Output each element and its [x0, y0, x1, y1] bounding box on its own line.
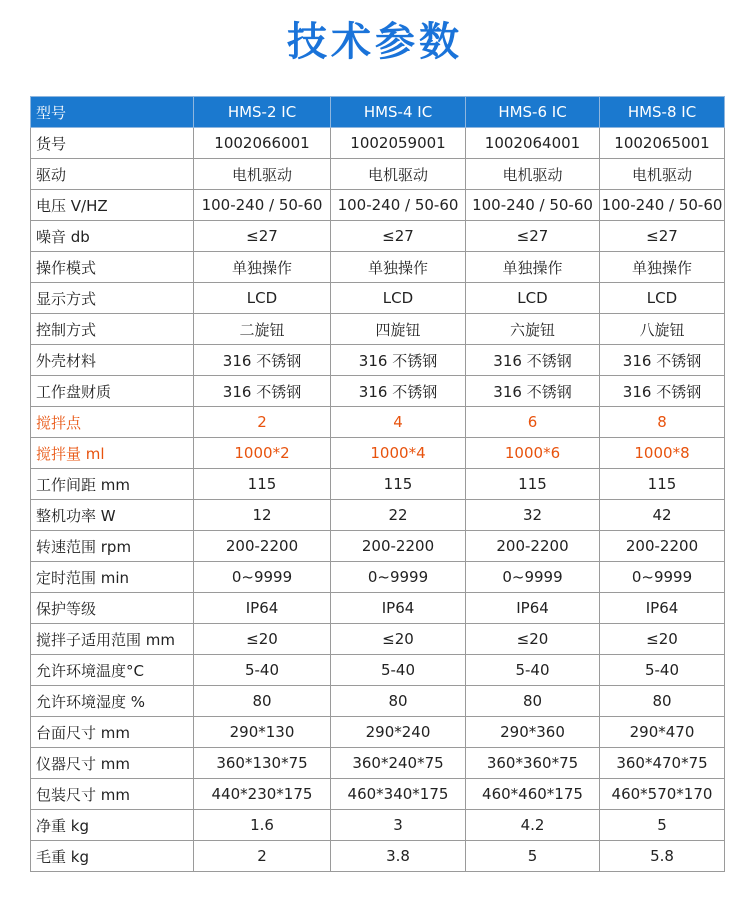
- row-label: 工作间距 mm: [31, 469, 194, 500]
- table-cell: 电机驱动: [194, 159, 331, 190]
- table-cell: 1000*6: [466, 438, 600, 469]
- table-cell: 290*130: [194, 717, 331, 748]
- table-row: [31, 128, 725, 159]
- table-cell: 0~9999: [600, 562, 725, 593]
- table-row: [31, 314, 725, 345]
- table-cell: 0~9999: [194, 562, 331, 593]
- row-label: 电压 V/HZ: [31, 190, 194, 221]
- table-cell: 360*360*75: [466, 748, 600, 779]
- table-cell: 316 不锈钢: [600, 376, 725, 407]
- header-label: 型号: [31, 97, 194, 128]
- table-cell: 460*340*175: [331, 779, 466, 810]
- table-cell: 电机驱动: [466, 159, 600, 190]
- table-cell: 100-240 / 50-60: [466, 190, 600, 221]
- table-cell: IP64: [194, 593, 331, 624]
- table-cell: 2: [194, 841, 331, 872]
- table-row: [31, 407, 725, 438]
- table-cell: LCD: [466, 283, 600, 314]
- table-row: [31, 686, 725, 717]
- spec-table: [30, 96, 725, 872]
- table-row: [31, 810, 725, 841]
- table-row: [31, 190, 725, 221]
- table-cell: 0~9999: [466, 562, 600, 593]
- table-row: [31, 283, 725, 314]
- row-label: 工作盘财质: [31, 376, 194, 407]
- row-label: 允许环境温度°C: [31, 655, 194, 686]
- table-cell: 5: [600, 810, 725, 841]
- table-cell: ≤20: [194, 624, 331, 655]
- table-cell: 316 不锈钢: [194, 376, 331, 407]
- table-cell: 42: [600, 500, 725, 531]
- table-cell: LCD: [194, 283, 331, 314]
- table-cell: ≤20: [600, 624, 725, 655]
- table-cell: 80: [600, 686, 725, 717]
- table-cell: 5-40: [600, 655, 725, 686]
- row-label: 转速范围 rpm: [31, 531, 194, 562]
- table-cell: 1000*4: [331, 438, 466, 469]
- table-cell: 4: [331, 407, 466, 438]
- table-row: [31, 469, 725, 500]
- table-cell: LCD: [600, 283, 725, 314]
- header-row: [31, 97, 725, 128]
- table-cell: 80: [194, 686, 331, 717]
- table-cell: 360*130*75: [194, 748, 331, 779]
- table-cell: 单独操作: [466, 252, 600, 283]
- table-cell: 3: [331, 810, 466, 841]
- table-cell: 360*240*75: [331, 748, 466, 779]
- table-row: [31, 841, 725, 872]
- table-cell: 5-40: [331, 655, 466, 686]
- table-cell: 单独操作: [194, 252, 331, 283]
- row-label: 包装尺寸 mm: [31, 779, 194, 810]
- table-cell: 4.2: [466, 810, 600, 841]
- table-cell: 二旋钮: [194, 314, 331, 345]
- table-cell: 2: [194, 407, 331, 438]
- table-cell: 1.6: [194, 810, 331, 841]
- table-cell: 316 不锈钢: [466, 376, 600, 407]
- row-label: 搅拌量 ml: [31, 438, 194, 469]
- table-row: [31, 779, 725, 810]
- table-cell: 12: [194, 500, 331, 531]
- row-label: 允许环境湿度 %: [31, 686, 194, 717]
- table-cell: 3.8: [331, 841, 466, 872]
- table-cell: 单独操作: [331, 252, 466, 283]
- table-cell: 100-240 / 50-60: [600, 190, 725, 221]
- table-row: [31, 345, 725, 376]
- table-cell: 5-40: [194, 655, 331, 686]
- table-row: [31, 562, 725, 593]
- table-cell: 360*470*75: [600, 748, 725, 779]
- table-cell: 200-2200: [331, 531, 466, 562]
- table-cell: ≤27: [194, 221, 331, 252]
- row-label: 驱动: [31, 159, 194, 190]
- spec-table-body: [31, 128, 725, 872]
- table-row: [31, 624, 725, 655]
- table-cell: 100-240 / 50-60: [194, 190, 331, 221]
- table-cell: 290*360: [466, 717, 600, 748]
- table-cell: 八旋钮: [600, 314, 725, 345]
- row-label: 噪音 db: [31, 221, 194, 252]
- table-cell: IP64: [600, 593, 725, 624]
- model-header: HMS-4 IC: [331, 97, 466, 128]
- row-label: 净重 kg: [31, 810, 194, 841]
- row-label: 控制方式: [31, 314, 194, 345]
- table-cell: 115: [600, 469, 725, 500]
- table-row: [31, 438, 725, 469]
- table-cell: 32: [466, 500, 600, 531]
- table-row: [31, 748, 725, 779]
- table-cell: 316 不锈钢: [331, 345, 466, 376]
- row-label: 毛重 kg: [31, 841, 194, 872]
- table-cell: ≤27: [331, 221, 466, 252]
- table-row: [31, 252, 725, 283]
- table-row: [31, 376, 725, 407]
- table-cell: 单独操作: [600, 252, 725, 283]
- table-cell: ≤27: [600, 221, 725, 252]
- table-row: [31, 531, 725, 562]
- table-cell: 460*460*175: [466, 779, 600, 810]
- row-label: 定时范围 min: [31, 562, 194, 593]
- table-cell: 316 不锈钢: [600, 345, 725, 376]
- row-label: 仪器尺寸 mm: [31, 748, 194, 779]
- table-cell: 6: [466, 407, 600, 438]
- table-cell: 200-2200: [600, 531, 725, 562]
- table-cell: 440*230*175: [194, 779, 331, 810]
- table-cell: 115: [331, 469, 466, 500]
- table-row: [31, 500, 725, 531]
- table-cell: 1002066001: [194, 128, 331, 159]
- row-label: 台面尺寸 mm: [31, 717, 194, 748]
- table-cell: ≤20: [466, 624, 600, 655]
- table-cell: ≤20: [331, 624, 466, 655]
- table-row: [31, 717, 725, 748]
- model-header: HMS-2 IC: [194, 97, 331, 128]
- row-label: 外壳材料: [31, 345, 194, 376]
- table-cell: 316 不锈钢: [331, 376, 466, 407]
- table-cell: 460*570*170: [600, 779, 725, 810]
- table-cell: 80: [331, 686, 466, 717]
- table-cell: 六旋钮: [466, 314, 600, 345]
- table-cell: 200-2200: [194, 531, 331, 562]
- table-cell: 316 不锈钢: [194, 345, 331, 376]
- row-label: 操作模式: [31, 252, 194, 283]
- table-cell: 1002059001: [331, 128, 466, 159]
- table-cell: 0~9999: [331, 562, 466, 593]
- table-row: [31, 593, 725, 624]
- page-title: 技术参数: [287, 19, 463, 65]
- table-cell: LCD: [331, 283, 466, 314]
- table-cell: 1002064001: [466, 128, 600, 159]
- table-cell: IP64: [466, 593, 600, 624]
- table-cell: 115: [194, 469, 331, 500]
- table-cell: ≤27: [466, 221, 600, 252]
- row-label: 整机功率 W: [31, 500, 194, 531]
- table-cell: 316 不锈钢: [466, 345, 600, 376]
- row-label: 保护等级: [31, 593, 194, 624]
- table-cell: 1000*2: [194, 438, 331, 469]
- table-cell: 四旋钮: [331, 314, 466, 345]
- row-label: 显示方式: [31, 283, 194, 314]
- table-row: [31, 159, 725, 190]
- table-cell: IP64: [331, 593, 466, 624]
- table-row: [31, 655, 725, 686]
- table-cell: 5: [466, 841, 600, 872]
- model-header: HMS-6 IC: [466, 97, 600, 128]
- table-cell: 1000*8: [600, 438, 725, 469]
- table-cell: 115: [466, 469, 600, 500]
- table-cell: 5-40: [466, 655, 600, 686]
- table-cell: 电机驱动: [600, 159, 725, 190]
- table-cell: 电机驱动: [331, 159, 466, 190]
- table-cell: 290*470: [600, 717, 725, 748]
- row-label: 货号: [31, 128, 194, 159]
- table-cell: 290*240: [331, 717, 466, 748]
- table-cell: 80: [466, 686, 600, 717]
- table-row: [31, 221, 725, 252]
- table-cell: 22: [331, 500, 466, 531]
- row-label: 搅拌点: [31, 407, 194, 438]
- spec-table-header: [31, 97, 725, 128]
- table-cell: 8: [600, 407, 725, 438]
- table-cell: 1002065001: [600, 128, 725, 159]
- table-cell: 100-240 / 50-60: [331, 190, 466, 221]
- table-cell: 5.8: [600, 841, 725, 872]
- model-header: HMS-8 IC: [600, 97, 725, 128]
- table-cell: 200-2200: [466, 531, 600, 562]
- row-label: 搅拌子适用范围 mm: [31, 624, 194, 655]
